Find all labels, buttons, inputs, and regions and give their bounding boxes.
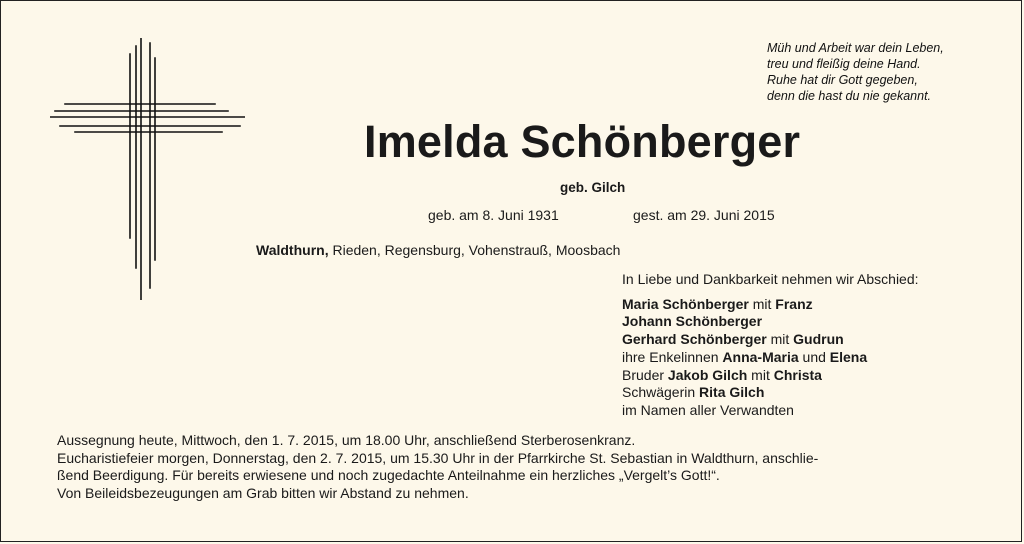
mourner-text: und <box>798 348 830 365</box>
memorial-poem <box>767 40 1007 104</box>
death-date: gest. am 29. Juni 2015 <box>633 207 775 223</box>
mourners-list <box>622 271 919 420</box>
mourner-text: Bruder <box>622 366 668 383</box>
mourner-text: mit <box>766 331 794 348</box>
poem-line: Ruhe hat dir Gott gegeben, <box>767 73 918 87</box>
mourner-name: Rita Gilch <box>699 384 765 401</box>
poem-line: Müh und Arbeit war dein Leben, <box>767 41 944 55</box>
service-line: Von Beileidsbezeugungen am Grab bitten wir Abstand zu nehmen. <box>57 485 469 502</box>
mourner-name: Gudrun <box>793 331 844 348</box>
place-others: Rieden, Regensburg, Vohenstrauß, Moosbach <box>328 242 621 258</box>
mourner-name: Franz <box>775 295 813 312</box>
place-main: Waldthurn, <box>256 242 329 258</box>
mourner-name: Anna-Maria <box>722 348 799 365</box>
service-line: Aussegnung heute, Mittwoch, den 1. 7. 2015, um 18.00 Uhr, anschließend Sterberosenkranz. <box>57 432 636 448</box>
service-line: ßend Beerdigung. Für bereits erwiesene und noch zugedachte Anteilnahme ein herzliches „Vergelt’s Gott!“. <box>57 467 720 484</box>
mourner-text: ihre Enkelinnen <box>622 348 723 365</box>
poem-line: denn die hast du nie gekannt. <box>767 89 932 103</box>
mourner-line <box>622 384 919 402</box>
mourner-text: im Namen aller Verwandten <box>622 401 794 418</box>
mourners-intro: In Liebe und Dankbarkeit nehmen wir Abschied: <box>622 271 919 287</box>
birth-date: geb. am 8. Juni 1931 <box>428 207 559 223</box>
mourner-name: Christa <box>773 366 822 383</box>
mourner-text: Schwägerin <box>622 384 700 401</box>
mourner-text: mit <box>747 366 774 383</box>
places-line <box>256 242 620 258</box>
maiden-name: geb. Gilch <box>560 180 626 195</box>
mourner-name: Gerhard Schönberger <box>622 331 767 348</box>
mourner-name: Jakob Gilch <box>667 366 748 383</box>
mourner-line <box>622 313 919 331</box>
mourner-line <box>622 349 919 367</box>
mourner-line <box>622 331 919 349</box>
mourner-line <box>622 367 919 385</box>
mourner-name: Maria Schönberger <box>622 295 749 312</box>
mourner-line <box>622 402 919 420</box>
service-info <box>57 432 972 503</box>
deceased-name: Imelda Schönberger <box>364 116 801 167</box>
mourner-text: mit <box>748 295 776 312</box>
mourner-name: Elena <box>829 348 868 365</box>
mourner-line <box>622 296 919 314</box>
service-line: Eucharistiefeier morgen, Donnerstag, den 2. 7. 2015, um 15.30 Uhr in der Pfarrkirche St. Sebastian in Waldthurn, anschlie- <box>57 449 819 466</box>
mourner-name: Johann Schönberger <box>622 313 763 330</box>
poem-line: treu und fleißig deine Hand. <box>767 57 921 71</box>
cross-icon <box>50 38 245 300</box>
